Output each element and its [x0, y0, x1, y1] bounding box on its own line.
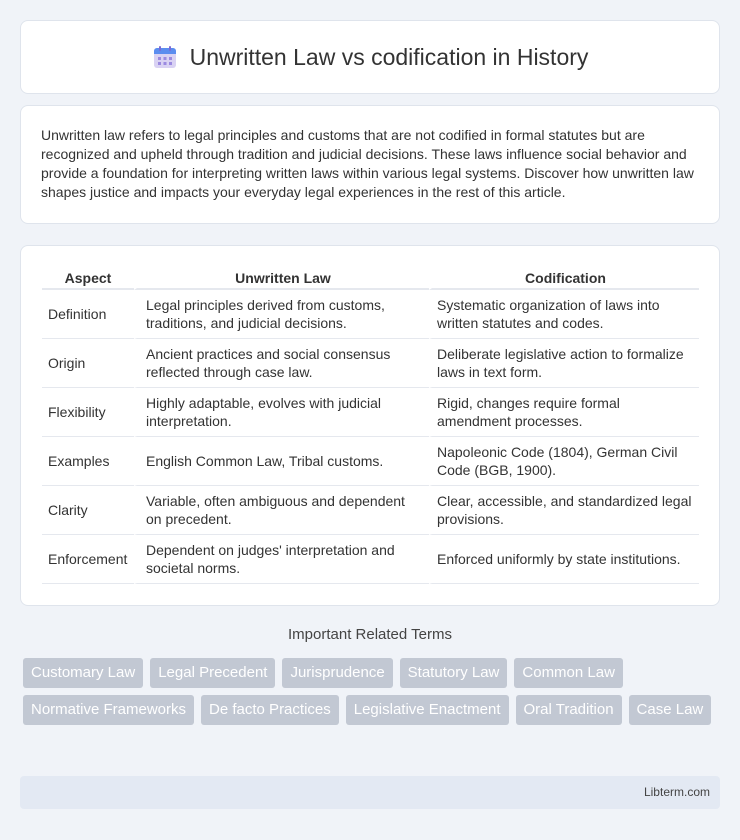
term-tag[interactable]: Case Law [629, 695, 712, 725]
intro-text: Unwritten law refers to legal principles and customs that are not codified in formal statutes but are recognized and upheld through tradition and judicial decisions. These laws influence social behavior and provide a foundation for interpreting written laws within various legal systems. Discover how unwritten law shapes justice and impacts your everyday legal experiences in the rest of this article. [41, 127, 694, 200]
cell-codification: Rigid, changes require formal amendment processes. [429, 388, 699, 437]
cell-unwritten: Ancient practices and social consensus reflected through case law. [134, 339, 429, 388]
table-row [42, 486, 699, 535]
cell-unwritten: Legal principles derived from customs, traditions, and judicial decisions. [134, 290, 429, 339]
footer-link[interactable]: Libterm.com [643, 785, 710, 799]
term-tag[interactable]: Customary Law [23, 658, 143, 688]
cell-codification: Enforced uniformly by state institutions. [429, 535, 699, 584]
calendar-icon [152, 44, 178, 70]
intro-card [20, 105, 720, 224]
table-header-row [42, 266, 699, 290]
term-tag[interactable]: De facto Practices [201, 695, 339, 725]
table-row [42, 339, 699, 388]
cell-aspect: Origin [42, 339, 134, 388]
cell-aspect: Flexibility [42, 388, 134, 437]
cell-unwritten: English Common Law, Tribal customs. [134, 437, 429, 486]
cell-unwritten: Variable, often ambiguous and dependent on precedent. [134, 486, 429, 535]
related-terms-list [23, 658, 713, 725]
cell-aspect: Definition [42, 290, 134, 339]
cell-unwritten: Highly adaptable, evolves with judicial interpretation. [134, 388, 429, 437]
term-tag[interactable]: Normative Frameworks [23, 695, 194, 725]
term-tag[interactable]: Oral Tradition [516, 695, 622, 725]
related-terms-heading: Important Related Terms [288, 626, 452, 643]
cell-aspect: Clarity [42, 486, 134, 535]
cell-codification: Clear, accessible, and standardized legal provisions. [429, 486, 699, 535]
table-row [42, 437, 699, 486]
cell-aspect: Enforcement [42, 535, 134, 584]
cell-aspect: Examples [42, 437, 134, 486]
comparison-table [42, 266, 699, 584]
table-row [42, 290, 699, 339]
comparison-table-card [20, 245, 720, 606]
term-tag[interactable]: Legal Precedent [150, 658, 275, 688]
term-tag[interactable]: Common Law [514, 658, 623, 688]
header-aspect: Aspect [42, 266, 134, 290]
table-row [42, 388, 699, 437]
term-tag[interactable]: Jurisprudence [282, 658, 392, 688]
footer [20, 776, 720, 809]
cell-unwritten: Dependent on judges' interpretation and societal norms. [134, 535, 429, 584]
title-card [20, 20, 720, 94]
header-codification: Codification [429, 266, 699, 290]
term-tag[interactable]: Statutory Law [400, 658, 508, 688]
table-row [42, 535, 699, 584]
term-tag[interactable]: Legislative Enactment [346, 695, 509, 725]
cell-codification: Systematic organization of laws into written statutes and codes. [429, 290, 699, 339]
page-title: Unwritten Law vs codification in History [189, 43, 589, 70]
cell-codification: Deliberate legislative action to formalize laws in text form. [429, 339, 699, 388]
header-unwritten-law: Unwritten Law [134, 266, 429, 290]
cell-codification: Napoleonic Code (1804), German Civil Code (BGB, 1900). [429, 437, 699, 486]
